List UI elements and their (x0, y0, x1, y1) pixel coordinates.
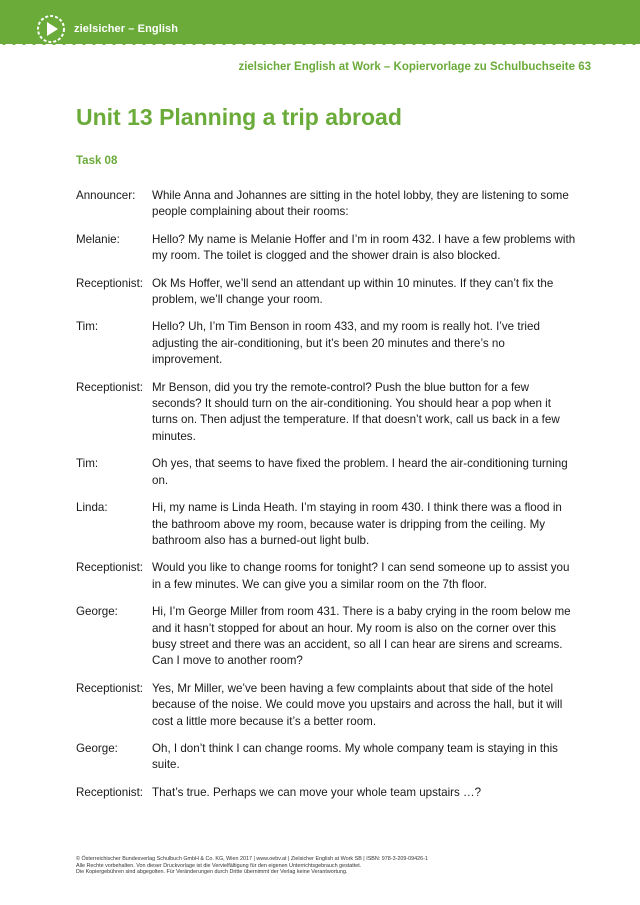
speech-text: Mr Benson, did you try the remote-control? Push the blue button for a few seconds? It should turn on the air-conditioning. You should hear a pop when it turns on. Then adjust the temperature. If that doesn’t work, call us back in a few minutes. (152, 380, 560, 443)
footer-line: Alle Rechte vorbehalten. Von dieser Druckvorlage ist die Vervielfältigung für den eigenen Unterrichtsgebrauch gestattet. (76, 862, 362, 869)
speaker-name: Linda: (76, 501, 108, 515)
speech-text: Hi, my name is Linda Heath. I’m staying in room 430. I think there was a flood in the bathroom above my room, because water is dripping from the ceiling. My bathroom also has a burned-out light bulb. (152, 501, 562, 547)
dialogue-turn (76, 456, 576, 489)
speaker-name: Receptionist: (76, 276, 144, 290)
speech-text: Hello? My name is Melanie Hoffer and I’m in room 432. I have a few problems with my room. The toilet is clogged and the shower drain is also blocked. (152, 232, 576, 263)
dialogue-turn (76, 785, 576, 801)
speaker-name: Receptionist: (76, 785, 144, 799)
dialogue-turn (76, 188, 576, 221)
page-title: Unit 13 Planning a trip abroad (76, 104, 402, 130)
dialogue-turn (76, 232, 576, 265)
speaker-name: Melanie: (76, 232, 120, 246)
speech-text: Yes, Mr Miller, we’ve been having a few complaints about that side of the hotel because of the noise. We could move you upstairs and across the hall, but it will cost a little more because it’s a better room. (152, 681, 563, 728)
dialogue-turn (76, 741, 576, 774)
play-circle-icon (36, 14, 66, 44)
speaker-name: Announcer: (76, 189, 136, 202)
speaker-name: Receptionist: (76, 561, 144, 575)
dialogue-turn (76, 681, 576, 730)
dialogue-turn (76, 500, 576, 549)
dialogue-turn (76, 560, 576, 593)
speech-text: Oh yes, that seems to have fixed the problem. I heard the air-conditioning turning on. (152, 457, 568, 487)
speaker-name: George: (76, 605, 118, 619)
task-label: Task 08 (76, 155, 118, 167)
brand-logo (36, 14, 178, 44)
speaker-name: Receptionist: (76, 681, 144, 695)
speech-text: Hi, I’m George Miller from room 431. There is a baby crying in the room below me and it hasn’t stopped for about an hour. My room is also on the corner over this busy street and there was an accident, so all I can hear are sirens and screams. Can I move to another room? (152, 605, 571, 668)
speaker-name: Tim: (76, 457, 99, 471)
speech-text: That’s true. Perhaps we can move your whole team upstairs …? (152, 785, 482, 799)
speaker-name: George: (76, 741, 118, 755)
speech-text: Would you like to change rooms for tonight? I can send someone up to assist you in a few minutes. We can give you a similar room on the 7th floor. (152, 561, 570, 591)
speech-text: While Anna and Johannes are sitting in the hotel lobby, they are listening to some people complaining about their rooms: (152, 189, 569, 219)
brand-banner (0, 0, 640, 44)
speech-text: Oh, I don’t think I can change rooms. My whole company team is staying in this suite. (152, 741, 558, 772)
page-header-subtitle: zielsicher English at Work – Kopiervorlage zu Schulbuchseite 63 (238, 61, 591, 73)
dialogue-turn (76, 604, 576, 670)
dialogue-turn (76, 276, 576, 309)
copyright-footer (76, 856, 576, 876)
brand-logo-text: zielsicher – English (74, 23, 179, 35)
dialogue (76, 188, 576, 812)
dialogue-turn (76, 380, 576, 446)
dialogue-turn (76, 319, 576, 368)
speaker-name: Receptionist: (76, 380, 144, 394)
footer-line: © Österreichischer Bundesverlag Schulbuch GmbH & Co. KG, Wien 2017 | www.oebv.at | Zielsicher English at Work SB | ISBN: 978-3-209-09426-1 (76, 856, 428, 862)
speaker-name: Tim: (76, 320, 99, 334)
speech-text: Ok Ms Hoffer, we’ll send an attendant up within 10 minutes. If they can’t fix the problem, we’ll change your room. (152, 276, 554, 307)
speech-text: Hello? Uh, I’m Tim Benson in room 433, and my room is really hot. I’ve tried adjusting the air-conditioning, but it’s been 20 minutes and there’s no improvement. (152, 320, 540, 367)
footer-line: Die Kopiergebühren sind abgegolten. Für Veränderungen durch Dritte übernimmt der Verlag keine Verantwortung. (76, 869, 348, 876)
